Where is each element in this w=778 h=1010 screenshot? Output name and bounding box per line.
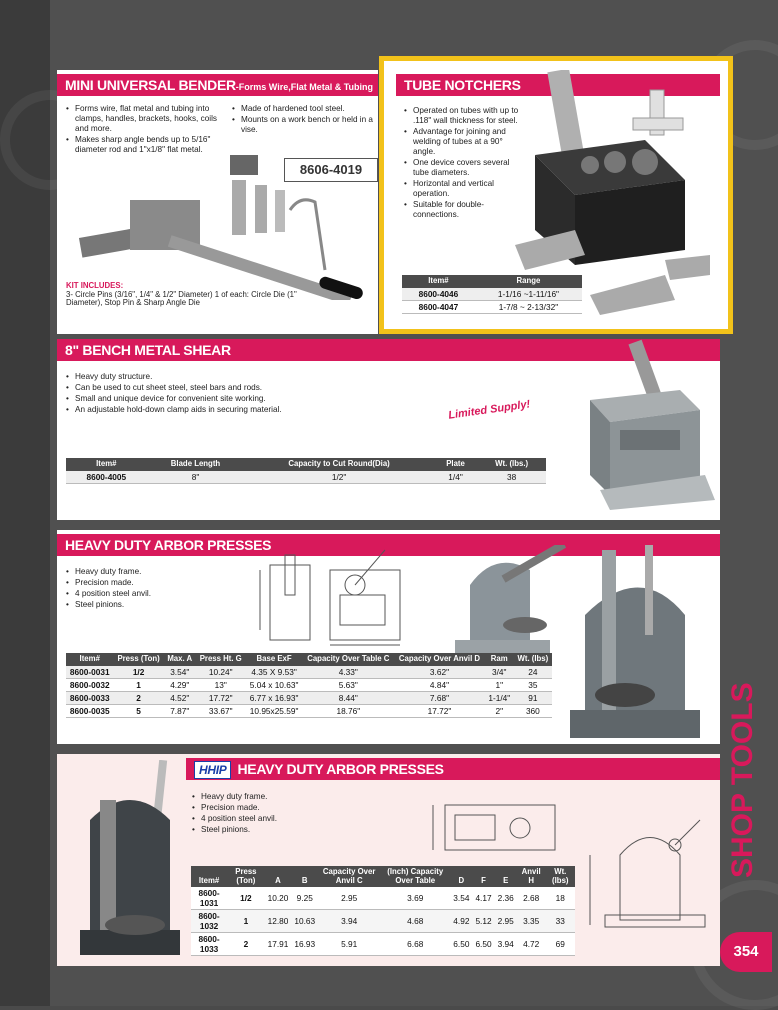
bullet: • An adjustable hold-down clamp aids in securing material. (66, 405, 406, 415)
col-header: Max. A (164, 653, 196, 666)
arbor2-title: HEAVY DUTY ARBOR PRESSES (237, 761, 444, 777)
arbor2-image (60, 760, 180, 960)
arbor2-bullets (192, 792, 362, 836)
cell: 8600-1031 (191, 887, 227, 910)
highlight-frame (379, 56, 733, 334)
cell: 10.63 (291, 910, 318, 933)
col-header: Blade Length (147, 458, 245, 471)
col-header: Capacity Over Anvil C (318, 866, 380, 887)
bullet: • Small and unique device for convenient site working. (66, 394, 406, 404)
bullet: • Advantage for joining and welding of tubes at a 90° angle. (404, 127, 524, 157)
col-header: E (495, 866, 517, 887)
cell: 4.35 X 9.53" (246, 666, 303, 679)
limited-supply-label: Limited Supply! (447, 398, 531, 422)
col-header: Press (Ton) (227, 866, 264, 887)
cell: 4.33" (302, 666, 394, 679)
cell: 1/2 (113, 666, 163, 679)
cell: 8600-4005 (66, 471, 147, 484)
page-number: 354 (720, 932, 772, 972)
col-header: Ram (485, 653, 514, 666)
cell: 38 (477, 471, 546, 484)
bullet: • 4 position steel anvil. (192, 814, 362, 824)
cell: 4.72 (517, 933, 546, 956)
cell: 9.25 (291, 887, 318, 910)
cell: 4.29" (164, 678, 196, 691)
cell: 2.95 (495, 910, 517, 933)
cell: 360 (514, 704, 552, 717)
cell: 12.80 (265, 910, 292, 933)
hhip-logo: HHIP (194, 761, 231, 779)
col-header: (Inch) Capacity Over Table (380, 866, 450, 887)
side-section-label: SHOP TOOLS (726, 682, 759, 878)
bullet: • Precision made. (192, 803, 362, 813)
arbor2-diagram-side (580, 815, 720, 935)
cell: 5.04 x 10.63" (246, 678, 303, 691)
cell: 1/4" (434, 471, 477, 484)
cell: 7.87" (164, 704, 196, 717)
cell: 2.95 (318, 887, 380, 910)
shear-table (66, 458, 546, 484)
cell: 3.62" (394, 666, 485, 679)
cell: 10.20 (265, 887, 292, 910)
cell: 3.54" (164, 666, 196, 679)
cell: 10.24" (196, 666, 246, 679)
col-header: Item# (66, 653, 113, 666)
cell: 33 (546, 910, 575, 933)
cell: 2.36 (495, 887, 517, 910)
table-header-row (191, 866, 575, 887)
cell: 17.91 (265, 933, 292, 956)
cell: 1/2 (227, 887, 264, 910)
cell: 33.67" (196, 704, 246, 717)
bullet: • One device covers several tube diameters. (404, 158, 524, 178)
cell: 18 (546, 887, 575, 910)
arbor1-title: HEAVY DUTY ARBOR PRESSES (65, 537, 272, 553)
bullet: • 4 position steel anvil. (66, 589, 236, 599)
cell: 6.68 (380, 933, 450, 956)
bullet: • Can be used to cut sheet steel, steel bars and rods. (66, 383, 406, 393)
col-header: Plate (434, 458, 477, 471)
cell: 3.94 (495, 933, 517, 956)
cell: 7.68" (394, 691, 485, 704)
cell: 4.52" (164, 691, 196, 704)
table-row (191, 910, 575, 933)
cell: 16.93 (291, 933, 318, 956)
table-header-row (66, 653, 552, 666)
table-row (66, 691, 552, 704)
cell: 17.72" (394, 704, 485, 717)
bullet: • Made of hardened tool steel. (232, 104, 376, 114)
cell: 35 (514, 678, 552, 691)
cell: 1-1/4" (485, 691, 514, 704)
kit-label: KIT INCLUDES: (66, 281, 124, 290)
bullet: • Makes sharp angle bends up to 5/16" diameter rod and 1"x1/8" flat metal. (66, 135, 230, 155)
cell: 2.68 (517, 887, 546, 910)
col-header: F (472, 866, 494, 887)
cell: 5.91 (318, 933, 380, 956)
arbor2-diagram-top (425, 790, 565, 860)
cell: 18.76" (302, 704, 394, 717)
col-header: Capacity Over Table C (302, 653, 394, 666)
cell: 3.54 (450, 887, 472, 910)
bullet: • Heavy duty frame. (66, 567, 236, 577)
arbor1-bullets (66, 567, 236, 611)
cell: 2 (227, 933, 264, 956)
cell: 1-1/16 ~1-11/16" (475, 288, 582, 301)
col-header: Item# (191, 866, 227, 887)
arbor1-table (66, 653, 552, 718)
table-header-row (66, 458, 546, 471)
col-header: Press Ht. G (196, 653, 246, 666)
cell: 8.44" (302, 691, 394, 704)
cell: 6.50 (472, 933, 494, 956)
cell: 69 (546, 933, 575, 956)
cell: 4.92 (450, 910, 472, 933)
cell: 8600-1033 (191, 933, 227, 956)
bender-image (70, 140, 370, 300)
shear-bullets (66, 372, 406, 416)
cell: 3.69 (380, 887, 450, 910)
cell: 3.35 (517, 910, 546, 933)
cell: 5.12 (472, 910, 494, 933)
bullet: • Suitable for double-connections. (404, 200, 524, 220)
cell: 3/4" (485, 666, 514, 679)
cell: 1/2" (244, 471, 433, 484)
table-row (66, 666, 552, 679)
col-header: Capacity to Cut Round(Dia) (244, 458, 433, 471)
notcher-title: TUBE NOTCHERS (404, 77, 521, 93)
bender-kit (66, 282, 306, 308)
arbor2-title-bar (186, 758, 720, 780)
shear-image (580, 330, 720, 510)
cell: 13" (196, 678, 246, 691)
bender-subtitle: -Forms Wire,Flat Metal & Tubing (235, 82, 374, 92)
bullet: • Precision made. (66, 578, 236, 588)
cell: 10.95x25.59" (246, 704, 303, 717)
cell: 8600-4047 (402, 300, 475, 313)
cell: 8600-0033 (66, 691, 113, 704)
arbor2-table (191, 866, 575, 956)
cell: 6.50 (450, 933, 472, 956)
cell: 5.63" (302, 678, 394, 691)
bender-title: MINI UNIVERSAL BENDER (65, 77, 236, 93)
col-header: Capacity Over Anvil D (394, 653, 485, 666)
cell: 2 (113, 691, 163, 704)
table-row (66, 678, 552, 691)
cell: 8600-0032 (66, 678, 113, 691)
cell: 8600-4046 (402, 288, 475, 301)
bullet: • Horizontal and vertical operation. (404, 179, 524, 199)
bullet: • Steel pinions. (66, 600, 236, 610)
kit-text: 3- Circle Pins (3/16", 1/4" & 1/2" Diameter) 1 of each: Circle Die (1" Diameter), Stop Pin & Sharp Angle Die (66, 289, 297, 308)
bullet: • Heavy duty structure. (66, 372, 406, 382)
col-header: Press (Ton) (113, 653, 163, 666)
bender-part-number: 8606-4019 (284, 158, 378, 182)
bullet: • Heavy duty frame. (192, 792, 362, 802)
col-header: Wt. (lbs.) (477, 458, 546, 471)
table-row (66, 704, 552, 717)
cell: 1" (485, 678, 514, 691)
bender-title-bar (57, 74, 378, 96)
cell: 2" (485, 704, 514, 717)
bullet: • Forms wire, flat metal and tubing into clamps, handles, brackets, hooks, coils and more. (66, 104, 230, 134)
cell: 4.84" (394, 678, 485, 691)
arbor1-diagram (250, 540, 450, 650)
col-header: Base ExF (246, 653, 303, 666)
cell: 24 (514, 666, 552, 679)
cell: 1-7/8 ~ 2-13/32" (475, 300, 582, 313)
cell: 8600-1032 (191, 910, 227, 933)
table-row (191, 933, 575, 956)
col-header: Anvil H (517, 866, 546, 887)
bullet: • Mounts on a work bench or held in a vise. (232, 115, 376, 135)
col-header: B (291, 866, 318, 887)
col-header: Item# (66, 458, 147, 471)
col-header: Wt. (lbs) (546, 866, 575, 887)
shear-title: 8" BENCH METAL SHEAR (65, 342, 231, 358)
col-header: Range (475, 275, 582, 288)
col-header: Item# (402, 275, 475, 288)
cell: 4.68 (380, 910, 450, 933)
col-header: Wt. (lbs) (514, 653, 552, 666)
cell: 5 (113, 704, 163, 717)
table-row (191, 887, 575, 910)
cell: 8600-0035 (66, 704, 113, 717)
cell: 1 (113, 678, 163, 691)
cell: 8" (147, 471, 245, 484)
cell: 17.72" (196, 691, 246, 704)
bullet: • Steel pinions. (192, 825, 362, 835)
cell: 6.77 x 16.93" (246, 691, 303, 704)
col-header: A (265, 866, 292, 887)
cell: 4.17 (472, 887, 494, 910)
table-row (66, 471, 546, 484)
cell: 91 (514, 691, 552, 704)
cell: 1 (227, 910, 264, 933)
col-header: D (450, 866, 472, 887)
cell: 3.94 (318, 910, 380, 933)
cell: 8600-0031 (66, 666, 113, 679)
bender-bullets-right (232, 104, 376, 136)
bullet: • Operated on tubes with up to .118" wall thickness for steel. (404, 106, 524, 126)
